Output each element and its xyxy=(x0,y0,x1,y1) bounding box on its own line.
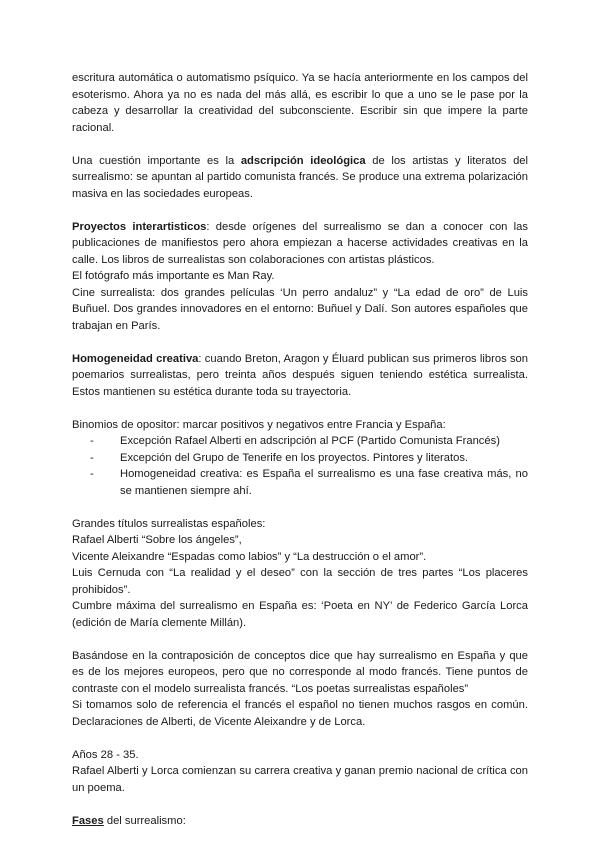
paragraph-cine: Cine surrealista: dos grandes películas ‘Un perro andaluz” y “La edad de oro” de Luis Buñuel. Dos grandes innovadores en el entorno: Buñuel y Dalí. Son autores españoles que trabajan en París. xyxy=(72,286,528,332)
list-item: - Excepción Rafael Alberti en adscripción al PCF (Partido Comunista Francés) xyxy=(90,433,528,450)
text: : cuando Breton, Aragon y Éluard publican sus primeros libros son poemarios surrealistas, pero treinta años después siguen teniendo estética surrealista. Estos mantienen su estética durante toda su trayectoria. xyxy=(72,352,528,398)
paragraph-proyectos xyxy=(72,219,528,269)
titulo-alberti: Rafael Alberti “Sobre los ángeles”, xyxy=(72,534,242,546)
fases-heading xyxy=(72,813,528,830)
titulo-cernuda: Luis Cernuda con “La realidad y el deseo” con la sección de tres partes “Los placeres prohibidos”. xyxy=(72,567,528,596)
bold-term-proyectos: Proyectos interartisticos xyxy=(72,220,207,233)
text: Una cuestión importante es la xyxy=(72,154,241,167)
paragraph-contraposicion: Basándose en la contraposición de conceptos dice que hay surrealismo en España y que es de los mejores europeos, pero que no corresponde al modo francés. Tiene puntos de contraste con el modelo surrealista francés. “Los poetas surrealistas españoles” xyxy=(72,649,528,695)
paragraph-alberti-lorca: Rafael Alberti y Lorca comienzan su carrera creativa y ganan premio nacional de crítica con un poema. xyxy=(72,765,528,794)
binomios-list xyxy=(72,433,528,499)
text: del surrealismo: xyxy=(103,814,186,827)
titulo-aleixandre: Vicente Aleixandre “Espadas como labios” y “La destrucción o el amor”. xyxy=(72,550,427,563)
underlined-term-fases: Fases xyxy=(72,814,104,827)
text: de los artistas y literatos del surrealismo: se apuntan al partido comunista francés. Se produce una extrema polarización masiva en las sociedades europeas. xyxy=(72,154,529,200)
bold-term-homogeneidad: Homogeneidad creativa xyxy=(72,352,199,365)
paragraph-adscripcion xyxy=(72,153,528,203)
titulo-lorca: Cumbre máxima del surrealismo en España es: ‘Poeta en NY’ de Federico García Lorca (edición de María clemente Millán). xyxy=(72,600,528,629)
binomios-intro: Binomios de opositor: marcar positivos y negativos entre Francia y España: xyxy=(72,418,446,431)
list-item: - Excepción del Grupo de Tenerife en los proyectos. Pintores y literatos. xyxy=(90,450,528,467)
titulos-heading: Grandes títulos surrealistas españoles: xyxy=(72,517,266,530)
text: : desde orígenes del surrealismo se dan a conocer con las publicaciones de manifiestos pero ahora empiezan a hacerse actividades creativas en la calle. Los libros de surrealistas son colaboraciones con artistas plásticos. xyxy=(72,220,528,266)
list-item: - Homogeneidad creativa: es España el surrealismo es una fase creativa más, no se mantienen siempre ahí. xyxy=(90,466,528,499)
bold-term-adscripcion: adscripción ideológica xyxy=(240,154,366,167)
line-anos: Años 28 - 35. xyxy=(72,748,139,761)
paragraph-escritura: escritura automática o automatismo psíquico. Ya se hacía anteriormente en los campos del esoterismo. Ahora ya no es nada del más allá, es escribir lo que a uno se le pase por la cabeza y desarrollar la creatividad del subconsciente. Escribir sin que impere la parte racional. xyxy=(72,72,528,134)
document-body xyxy=(72,70,528,829)
paragraph-homogeneidad xyxy=(72,351,528,401)
line-man-ray: El fotógrafo más importante es Man Ray. xyxy=(72,270,275,282)
paragraph-referencia: Si tomamos solo de referencia el francés el español no tienen muchos rasgos en común. Declaraciones de Alberti, de Vicente Aleixandre y de Lorca. xyxy=(72,699,528,728)
